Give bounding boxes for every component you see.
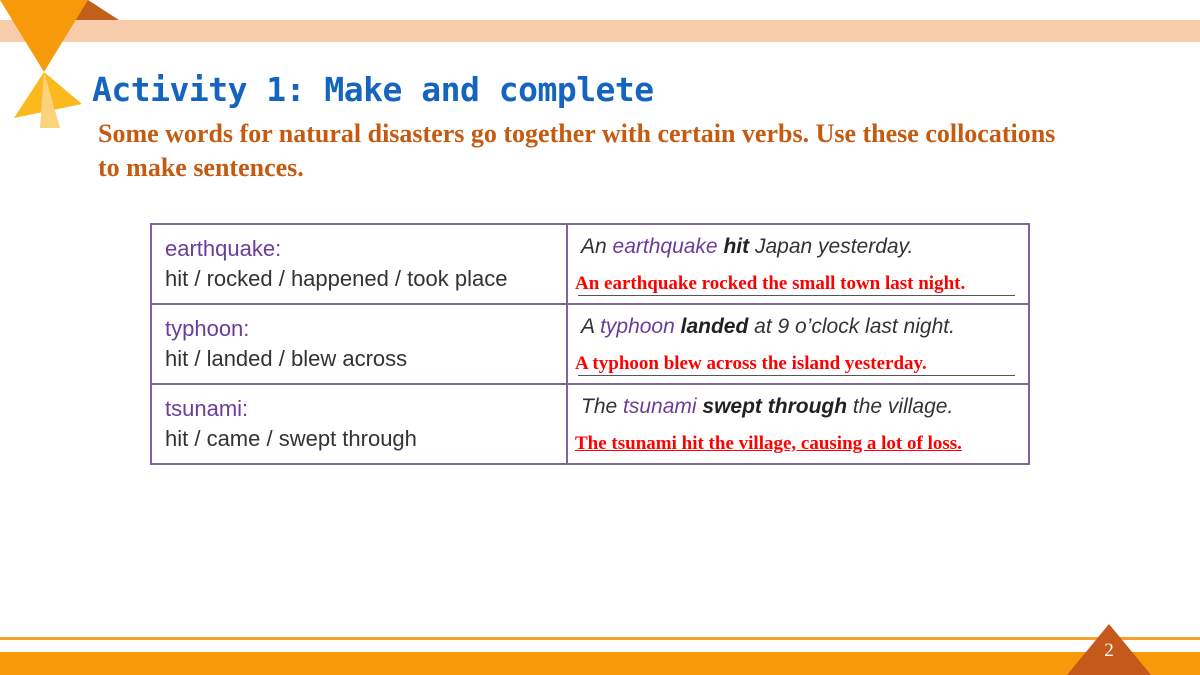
answer-underline	[578, 375, 1015, 376]
table-row	[151, 224, 1029, 304]
bottom-decor-band	[0, 652, 1200, 675]
example-sentence: The tsunami swept through the village.	[581, 395, 954, 418]
instruction-text: Some words for natural disasters go together with certain verbs. Use these collocations to make sentences.	[98, 119, 1056, 182]
answer-sentence: A typhoon blew across the island yesterday.	[575, 353, 927, 374]
answer-sentence: An earthquake rocked the small town last night.	[575, 273, 966, 294]
verb-list: hit / came / swept through	[165, 426, 417, 451]
example-cell	[567, 224, 1029, 304]
example-cell	[567, 304, 1029, 384]
top-decor-band	[0, 20, 1200, 42]
bottom-decor-line	[0, 637, 1200, 640]
page-number: 2	[1104, 640, 1114, 661]
collocation-table	[150, 223, 1030, 465]
disaster-word: earthquake:	[165, 236, 282, 261]
disaster-word: typhoon:	[165, 316, 250, 341]
disaster-word: tsunami:	[165, 396, 249, 421]
triangle-decoration-icon	[0, 0, 120, 135]
answer-sentence: The tsunami hit the village, causing a lot of loss.	[575, 433, 962, 454]
example-sentence: An earthquake hit Japan yesterday.	[581, 235, 914, 258]
table-row	[151, 384, 1029, 464]
table-row	[151, 304, 1029, 384]
answer-underline	[578, 295, 1015, 296]
verb-list: hit / landed / blew across	[165, 346, 408, 371]
example-sentence: A typhoon landed at 9 o’clock last night.	[581, 315, 955, 338]
word-cell	[151, 224, 567, 304]
slide-title: Activity 1: Make and complete	[92, 70, 654, 109]
word-cell	[151, 304, 567, 384]
verb-list: hit / rocked / happened / took place	[165, 266, 508, 291]
example-cell	[567, 384, 1029, 464]
word-cell	[151, 384, 567, 464]
